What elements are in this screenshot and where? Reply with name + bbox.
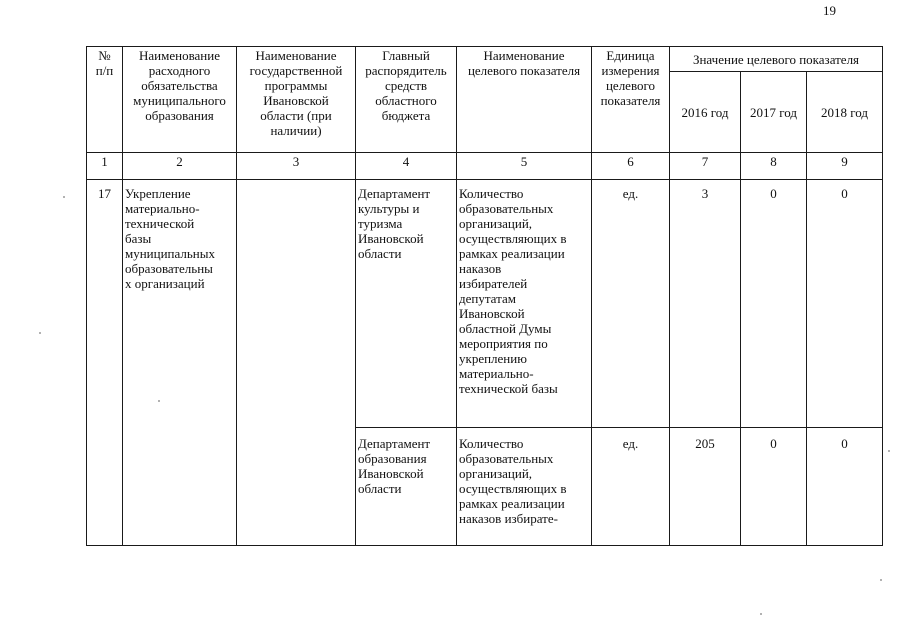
header-indicator-name: Наименование целевого показателя [457, 47, 592, 153]
column-number: 9 [807, 153, 883, 180]
header-expense-name: Наименование расходного обязательства муниципального образования [123, 47, 237, 153]
row-value-2017: 0 [741, 180, 807, 428]
row-manager: Департамент образования Ивановской области [356, 428, 457, 546]
row-manager: Департамент культуры и туризма Ивановской области [356, 180, 457, 428]
header-manager: Главный распорядитель средств областного бюджета [356, 47, 457, 153]
header-unit: Единица измерения целевого показателя [592, 47, 670, 153]
column-number: 8 [741, 153, 807, 180]
scan-speck [39, 332, 41, 334]
scan-speck [880, 579, 882, 581]
row-expense-name: Укрепление материально- технической базы муниципальных образовательны х организаций [123, 180, 237, 546]
row-program-name [237, 180, 356, 546]
row-value-2016: 205 [670, 428, 741, 546]
column-number: 5 [457, 153, 592, 180]
row-unit: ед. [592, 428, 670, 546]
row-value-2018: 0 [807, 180, 883, 428]
scan-speck [63, 196, 65, 198]
column-number: 3 [237, 153, 356, 180]
row-num: 17 [87, 180, 123, 546]
row-unit: ед. [592, 180, 670, 428]
row-indicator: Количество образовательных организаций, осуществляющих в рамках реализации наказов избирателей депутатам Ивановской областной Думы мероприятия по укреплению материально- технической базы [457, 180, 592, 428]
page-number: 19 [823, 3, 836, 18]
target-indicators-table [86, 46, 883, 546]
scan-speck [158, 400, 160, 402]
column-number: 1 [87, 153, 123, 180]
column-number: 6 [592, 153, 670, 180]
scan-speck [888, 450, 890, 452]
table-row [87, 180, 883, 428]
column-number-row [87, 153, 883, 180]
header-year-2018: 2018 год [807, 72, 883, 153]
header-num: № п/п [87, 47, 123, 153]
column-number: 4 [356, 153, 457, 180]
header-program-name: Наименование государственной программы Ивановской области (при наличии) [237, 47, 356, 153]
column-number: 2 [123, 153, 237, 180]
row-indicator: Количество образовательных организаций, осуществляющих в рамках реализации наказов избирате- [457, 428, 592, 546]
header-year-2016: 2016 год [670, 72, 741, 153]
column-number: 7 [670, 153, 741, 180]
header-row-top [87, 47, 883, 72]
header-year-2017: 2017 год [741, 72, 807, 153]
row-value-2016: 3 [670, 180, 741, 428]
row-value-2018: 0 [807, 428, 883, 546]
scan-speck [760, 613, 762, 615]
header-value-group: Значение целевого показателя [670, 47, 883, 72]
row-value-2017: 0 [741, 428, 807, 546]
